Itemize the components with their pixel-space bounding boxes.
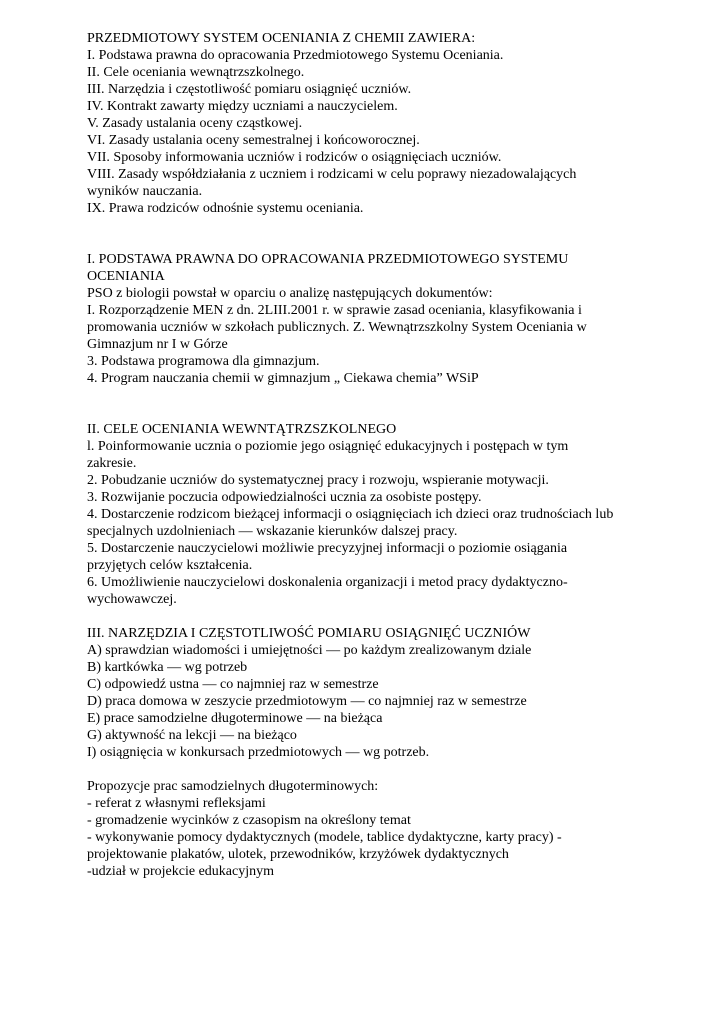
paragraph-line: 5. Dostarczenie nauczycielowi możliwie precyzyjnej informacji o poziomie osiągania [87, 541, 568, 556]
spacer [87, 761, 687, 778]
list-item: A) sprawdzian wiadomości i umiejętności — po każdym zrealizowanym dziale [87, 643, 532, 658]
section-long-term-work [87, 778, 687, 880]
table-of-contents [87, 30, 687, 217]
paragraph-line: promowania uczniów w szkołach publicznych. Z. Wewnątrzszkolny System Oceniania w [87, 320, 587, 335]
section-heading: OCENIANIA [87, 269, 165, 284]
toc-title: PRZEDMIOTOWY SYSTEM OCENIANIA Z CHEMII ZAWIERA: [87, 31, 476, 46]
paragraph-line: wychowawczej. [87, 592, 177, 607]
list-item: C) odpowiedź ustna — co najmniej raz w semestrze [87, 677, 379, 692]
toc-item: IV. Kontrakt zawarty między uczniami a nauczycielem. [87, 99, 398, 114]
toc-item: VI. Zasady ustalania oceny semestralnej i końcoworocznej. [87, 133, 420, 148]
paragraph-line: 4. Program nauczania chemii w gimnazjum „ Ciekawa chemia” WSiP [87, 371, 479, 386]
list-item: E) prace samodzielne długoterminowe — na bieżąca [87, 711, 383, 726]
toc-item: III. Narzędzia i częstotliwość pomiaru osiągnięć uczniów. [87, 82, 412, 97]
list-item: I) osiągnięcia w konkursach przedmiotowych — wg potrzeb. [87, 745, 430, 760]
paragraph-line: specjalnych uzdolnieniach — wskazanie kierunków dalszej pracy. [87, 524, 458, 539]
section-heading: III. NARZĘDZIA I CZĘSTOTLIWOŚĆ POMIARU OSIĄGNIĘĆ UCZNIÓW [87, 626, 531, 641]
section-heading: II. CELE OCENIANIA WEWNTĄTRZSZKOLNEGO [87, 422, 397, 437]
spacer [87, 387, 687, 421]
paragraph-line: Gimnazjum nr I w Górze [87, 337, 228, 352]
paragraph-line: 2. Pobudzanie uczniów do systematycznej pracy i rozwoju, wspieranie motywacji. [87, 473, 549, 488]
list-item: -udział w projekcie edukacyjnym [87, 864, 274, 879]
paragraph-line: 3. Rozwijanie poczucia odpowiedzialności ucznia za osobiste postępy. [87, 490, 482, 505]
toc-item: VII. Sposoby informowania uczniów i rodziców o osiągnięciach uczniów. [87, 150, 502, 165]
toc-item: I. Podstawa prawna do opracowania Przedmiotowego Systemu Oceniania. [87, 48, 504, 63]
paragraph-line: I. Rozporządzenie MEN z dn. 2LIII.2001 r. w sprawie zasad oceniania, klasyfikowania i [87, 303, 582, 318]
paragraph-line: PSO z biologii powstał w oparciu o analizę następujących dokumentów: [87, 286, 493, 301]
spacer [87, 217, 687, 251]
spacer [87, 608, 687, 625]
paragraph-line: przyjętych celów kształcenia. [87, 558, 253, 573]
section-tools [87, 625, 687, 761]
paragraph-line: 4. Dostarczenie rodzicom bieżącej informacji o osiągnięciach ich dzieci oraz trudnościach lub [87, 507, 614, 522]
toc-item: IX. Prawa rodziców odnośnie systemu oceniania. [87, 201, 364, 216]
section-heading: I. PODSTAWA PRAWNA DO OPRACOWANIA PRZEDMIOTOWEGO SYSTEMU [87, 252, 569, 267]
section-legal-basis [87, 251, 687, 387]
list-item: - referat z własnymi refleksjami [87, 796, 266, 811]
paragraph-line: 3. Podstawa programowa dla gimnazjum. [87, 354, 320, 369]
list-item: projektowanie plakatów, ulotek, przewodników, krzyżówek dydaktycznych [87, 847, 509, 862]
section-heading: Propozycje prac samodzielnych długoterminowych: [87, 779, 379, 794]
list-item: G) aktywność na lekcji — na bieżąco [87, 728, 297, 743]
list-item: - wykonywanie pomocy dydaktycznych (modele, tablice dydaktyczne, karty pracy) - [87, 830, 562, 845]
paragraph-line: zakresie. [87, 456, 137, 471]
toc-item: VIII. Zasady współdziałania z uczniem i rodzicami w celu poprawy niezadowalających [87, 167, 577, 182]
paragraph-line: l. Poinformowanie ucznia o poziomie jego osiągnięć edukacyjnych i postępach w tym [87, 439, 569, 454]
toc-item: wyników nauczania. [87, 184, 203, 199]
list-item: - gromadzenie wycinków z czasopism na określony temat [87, 813, 411, 828]
list-item: D) praca domowa w zeszycie przedmiotowym — co najmniej raz w semestrze [87, 694, 527, 709]
toc-item: II. Cele oceniania wewnątrzszkolnego. [87, 65, 305, 80]
toc-item: V. Zasady ustalania oceny cząstkowej. [87, 116, 303, 131]
paragraph-line: 6. Umożliwienie nauczycielowi doskonalenia organizacji i metod pracy dydaktyczno- [87, 575, 568, 590]
list-item: B) kartkówka — wg potrzeb [87, 660, 248, 675]
section-goals [87, 421, 687, 608]
document-page [87, 30, 687, 880]
